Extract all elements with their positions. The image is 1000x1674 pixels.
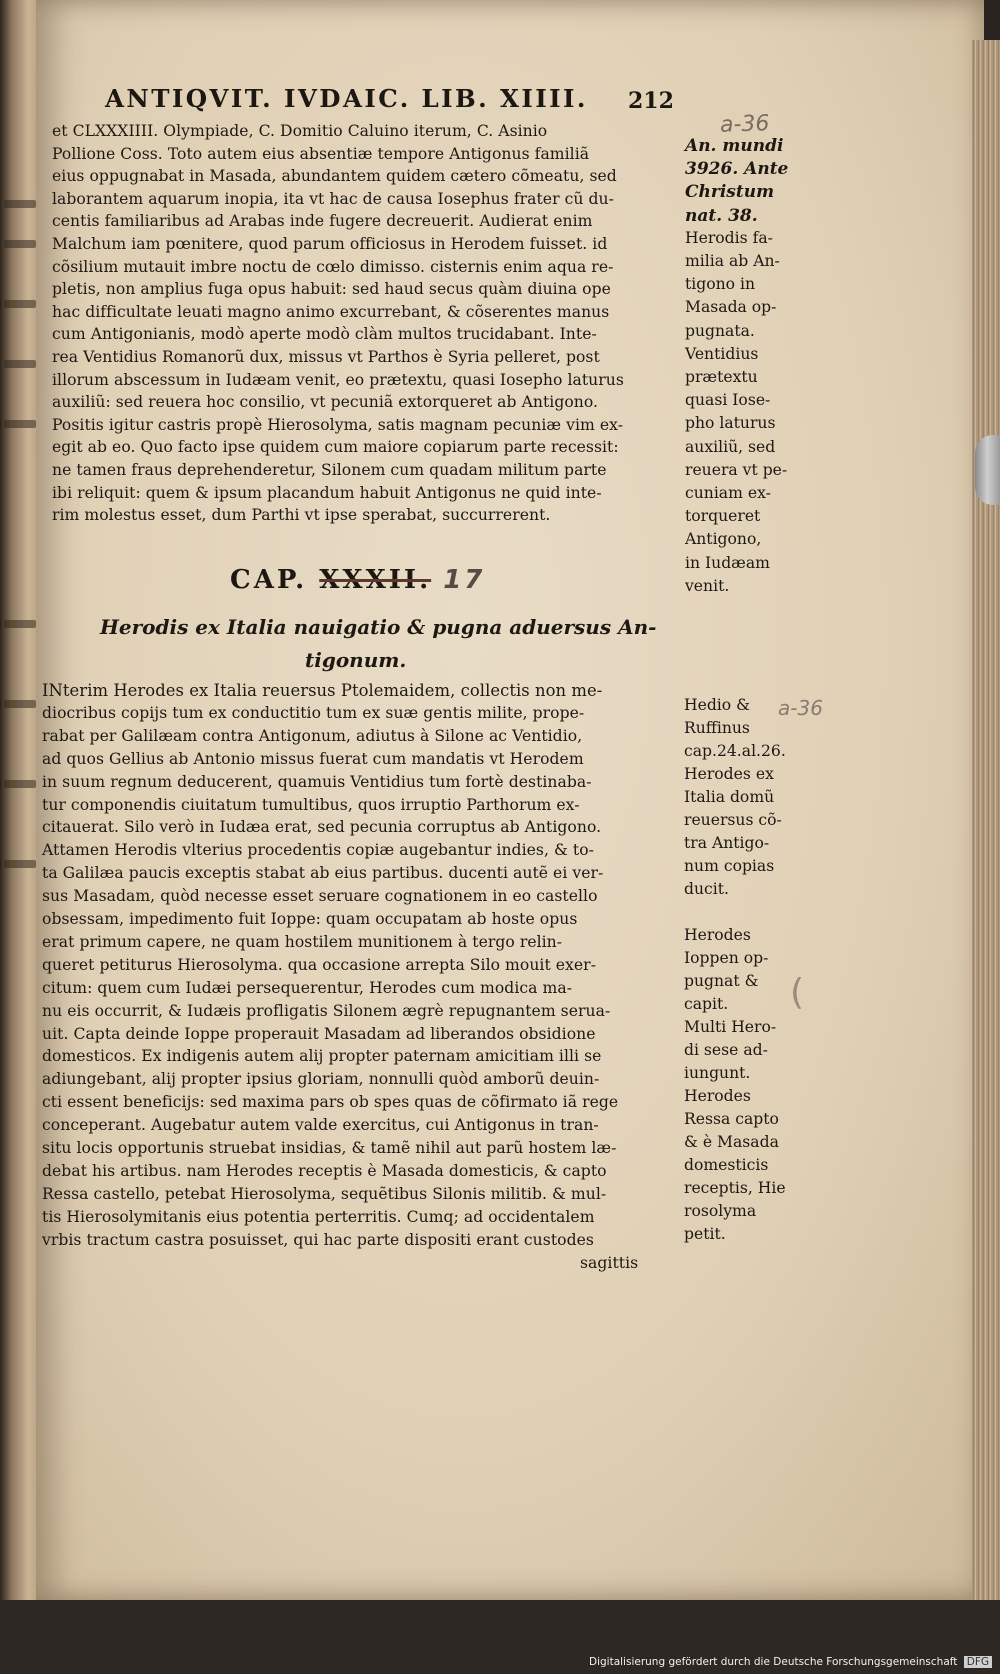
margin-note: Antigono, bbox=[685, 530, 762, 549]
body-line: in suum regnum deducerent, quamuis Ventidius tum fortè destinaba- bbox=[42, 772, 592, 791]
margin-note: tigono in bbox=[685, 275, 756, 294]
margin-note: Herodis fa- bbox=[685, 228, 773, 247]
body-line: rea Ventidius Romanorũ dux, missus vt Parthos è Syria pelleret, post bbox=[52, 348, 600, 366]
body-line: auxiliũ: sed reuera hoc consilio, vt pecuniã extorqueret ab Antigono. bbox=[52, 393, 599, 412]
margin-note: pho laturus bbox=[685, 414, 776, 433]
margin-note: petit. bbox=[684, 1225, 726, 1243]
chapter-subtitle-line2: tigonum. bbox=[305, 648, 407, 672]
body-line: citum: quem cum Iudæi persequerentur, Herodes cum modica ma- bbox=[42, 978, 573, 997]
margin-note: rosolyma bbox=[684, 1202, 757, 1220]
margin-note: Italia domũ bbox=[684, 788, 775, 806]
body-line: illorum abscessum in Iudæam venit, eo prætextu, quasi Iosepho laturus bbox=[52, 370, 624, 389]
book-clasp-marker bbox=[975, 435, 1000, 505]
body-line: rabat per Galilæam contra Antigonum, adiutus à Silone ac Ventidio, bbox=[42, 726, 583, 745]
margin-note: prætextu bbox=[685, 368, 758, 386]
margin-note: & è Masada bbox=[684, 1133, 779, 1151]
dfg-logo: DFG bbox=[964, 1656, 992, 1668]
margin-note: torqueret bbox=[685, 507, 761, 526]
margin-note: auxiliũ, sed bbox=[685, 437, 776, 456]
margin-note: Ventidius bbox=[685, 344, 759, 363]
body-line: cti essent beneficijs: sed maxima pars ob spes quas de cõfirmato iã rege bbox=[42, 1093, 619, 1112]
running-head: ANTIQVIT. IVDAIC. LIB. XIIII. bbox=[105, 84, 588, 113]
margin-note: 3926. Ante bbox=[685, 159, 789, 180]
chapter-label: CAP. bbox=[230, 565, 308, 595]
margin-note: Ruffinus bbox=[684, 719, 750, 737]
margin-note: An. mundi bbox=[685, 136, 784, 156]
body-line: citauerat. Silo verò in Iudæa erat, sed pecunia corruptus ab Antigono. bbox=[42, 818, 602, 837]
body-line: et CLXXXIIII. Olympiade, C. Domitio Caluino iterum, C. Asinio bbox=[52, 122, 548, 140]
credit-text: Digitalisierung gefördert durch die Deutsche Forschungsgemeinschaft bbox=[589, 1656, 958, 1668]
handwritten-note-top: a-36 bbox=[719, 111, 770, 138]
margin-note: iungunt. bbox=[684, 1064, 751, 1082]
handwritten-note-mid: a-36 bbox=[778, 696, 823, 720]
margin-note: Herodes bbox=[684, 926, 751, 944]
handwritten-bracket: ( bbox=[790, 972, 805, 1013]
page-number: 212 bbox=[628, 88, 674, 114]
margin-note: venit. bbox=[685, 576, 730, 595]
body-line: sagittis bbox=[580, 1253, 639, 1272]
body-line: eius oppugnabat in Masada, abundantem quidem cætero cõmeatu, sed bbox=[52, 167, 617, 186]
body-line: Malchum iam pœnitere, quod parum officiosus in Herodem fuisset. id bbox=[52, 235, 608, 253]
margin-note: ducit. bbox=[684, 880, 729, 898]
handwritten-chapter-number: 17 bbox=[443, 565, 486, 595]
body-line: Pollione Coss. Toto autem eius absentiæ tempore Antigonus familiã bbox=[52, 144, 590, 163]
struck-chapter-number: XXXII. bbox=[319, 565, 432, 595]
margin-note: domesticis bbox=[684, 1156, 769, 1174]
body-line: ad quos Gellius ab Antonio missus fuerat cum mandatis vt Herodem bbox=[42, 749, 584, 768]
body-line: pletis, non amplius fuga opus habuit: sed haud secus quàm diuina ope bbox=[52, 280, 611, 299]
margin-note: Ressa capto bbox=[684, 1110, 779, 1128]
margin-note: cap.24.al.26. bbox=[684, 742, 786, 760]
margin-note: Multi Hero- bbox=[684, 1018, 777, 1036]
body-line: adiungebant, alij propter ipsius gloriam, nonnulli quòd amborũ deuin- bbox=[42, 1070, 600, 1089]
margin-note: num copias bbox=[684, 857, 775, 875]
body-line: ne tamen fraus deprehenderetur, Silonem cum quadam militum parte bbox=[52, 461, 607, 479]
body-line: uit. Capta deinde Ioppe properauit Masadam ad liberandos obsidione bbox=[42, 1024, 596, 1043]
margin-note: Masada op- bbox=[685, 298, 777, 317]
body-line: rim molestus esset, dum Parthi vt ipse sperabat, succurrerent. bbox=[52, 506, 551, 525]
margin-note: pugnat & bbox=[684, 972, 759, 990]
body-line: centis familiaribus ad Arabas inde fugere decreuerit. Audierat enim bbox=[52, 212, 593, 231]
scan-footer-band bbox=[0, 1600, 1000, 1674]
body-line: egit ab eo. Quo facto ipse quidem cum maiore copiarum parte recessit: bbox=[52, 438, 619, 457]
margin-note: in Iudæam bbox=[685, 553, 770, 572]
body-line: sus Masadam, quòd necesse esset seruare cognationem in eo castello bbox=[42, 887, 598, 906]
body-line: Ressa castello, petebat Hierosolyma, sequẽtibus Silonis militib. & mul- bbox=[42, 1184, 607, 1203]
body-line: nu eis occurrit, & Iudæis profligatis Silonem ægrè repugnantem serua- bbox=[42, 1001, 611, 1020]
body-line: Attamen Herodis vlterius procedentis copiæ augebantur indies, & to- bbox=[42, 841, 594, 860]
body-line: queret petiturus Hierosolyma. qua occasione arrepta Silo mouit exer- bbox=[42, 955, 597, 974]
margin-note: di sese ad- bbox=[684, 1041, 768, 1059]
body-line: diocribus copijs tum ex conductitio tum ex suæ gentis milite, prope- bbox=[42, 703, 585, 722]
body-line: conceperant. Augebatur autem valde exercitus, cui Antigonus in tran- bbox=[42, 1116, 599, 1135]
body-line: erat primum capere, ne quam hostilem munitionem à tergo relin- bbox=[42, 932, 563, 951]
page-edges bbox=[972, 40, 1000, 1600]
previous-page-edge bbox=[0, 0, 40, 1674]
body-line: Positis igitur castris propè Hierosolyma, satis magnam pecuniæ vim ex- bbox=[52, 415, 624, 434]
margin-note: reuera vt pe- bbox=[685, 460, 788, 479]
margin-note: Hedio & bbox=[684, 696, 751, 714]
body-line: situ locis opportunis struebat insidias, & tamẽ nihil aut parũ hostem læ- bbox=[42, 1139, 617, 1157]
chapter-subtitle-line1: Herodis ex Italia nauigatio & pugna aduersus An- bbox=[100, 615, 657, 639]
body-line: ta Galilæa paucis exceptis stabat ab eius partibus. ducenti autẽ ei ver- bbox=[42, 864, 604, 883]
body-line: cõsilium mutauit imbre noctu de cœlo dimisso. cisternis enim aqua re- bbox=[52, 257, 614, 276]
body-line: tis Hierosolymitanis eius potentia perterritis. Cumq; ad occidentalem bbox=[42, 1207, 595, 1226]
body-line: debat his artibus. nam Herodes receptis è Masada domesticis, & capto bbox=[42, 1161, 607, 1180]
margin-note: milia ab An- bbox=[685, 252, 780, 270]
margin-note: nat. 38. bbox=[685, 205, 758, 226]
body-line: hac difficultate leuati magno animo excurrebant, & cõserentes manus bbox=[52, 302, 610, 321]
margin-note: Herodes bbox=[684, 1087, 751, 1105]
body-line: INterim Herodes ex Italia reuersus Ptolemaidem, collectis non me- bbox=[42, 681, 603, 700]
body-line: tur componendis ciuitatum tumultibus, quos irruptio Parthorum ex- bbox=[42, 795, 580, 814]
margin-note: pugnata. bbox=[685, 321, 755, 340]
body-line: obsessam, impedimento fuit Ioppe: quam occupatam ab hoste opus bbox=[42, 910, 578, 928]
body-line: cum Antigonianis, modò aperte modò clàm multos trucidabant. Inte- bbox=[52, 325, 597, 344]
margin-note: reuersus cõ- bbox=[684, 811, 782, 829]
margin-note: Christum bbox=[685, 182, 775, 203]
margin-note: quasi Iose- bbox=[685, 391, 771, 410]
digitization-credit bbox=[589, 1656, 992, 1668]
margin-note: capit. bbox=[684, 995, 729, 1013]
body-line: laborantem aquarum inopia, ita vt hac de causa Iosephus frater cũ du- bbox=[52, 189, 614, 208]
margin-note: cuniam ex- bbox=[685, 484, 771, 502]
margin-note: receptis, Hie bbox=[684, 1179, 786, 1197]
chapter-heading bbox=[230, 565, 485, 595]
margin-note: Ioppen op- bbox=[684, 949, 769, 967]
margin-note: tra Antigo- bbox=[684, 834, 770, 852]
body-line: ibi reliquit: quem & ipsum placandum habuit Antigonus ne quid inte- bbox=[52, 483, 602, 502]
body-line: domesticos. Ex indigenis autem alij propter paternam amicitiam illi se bbox=[42, 1047, 602, 1066]
body-line: vrbis tractum castra posuisset, qui hac parte dispositi erant custodes bbox=[42, 1230, 594, 1249]
margin-note: Herodes ex bbox=[684, 765, 774, 783]
